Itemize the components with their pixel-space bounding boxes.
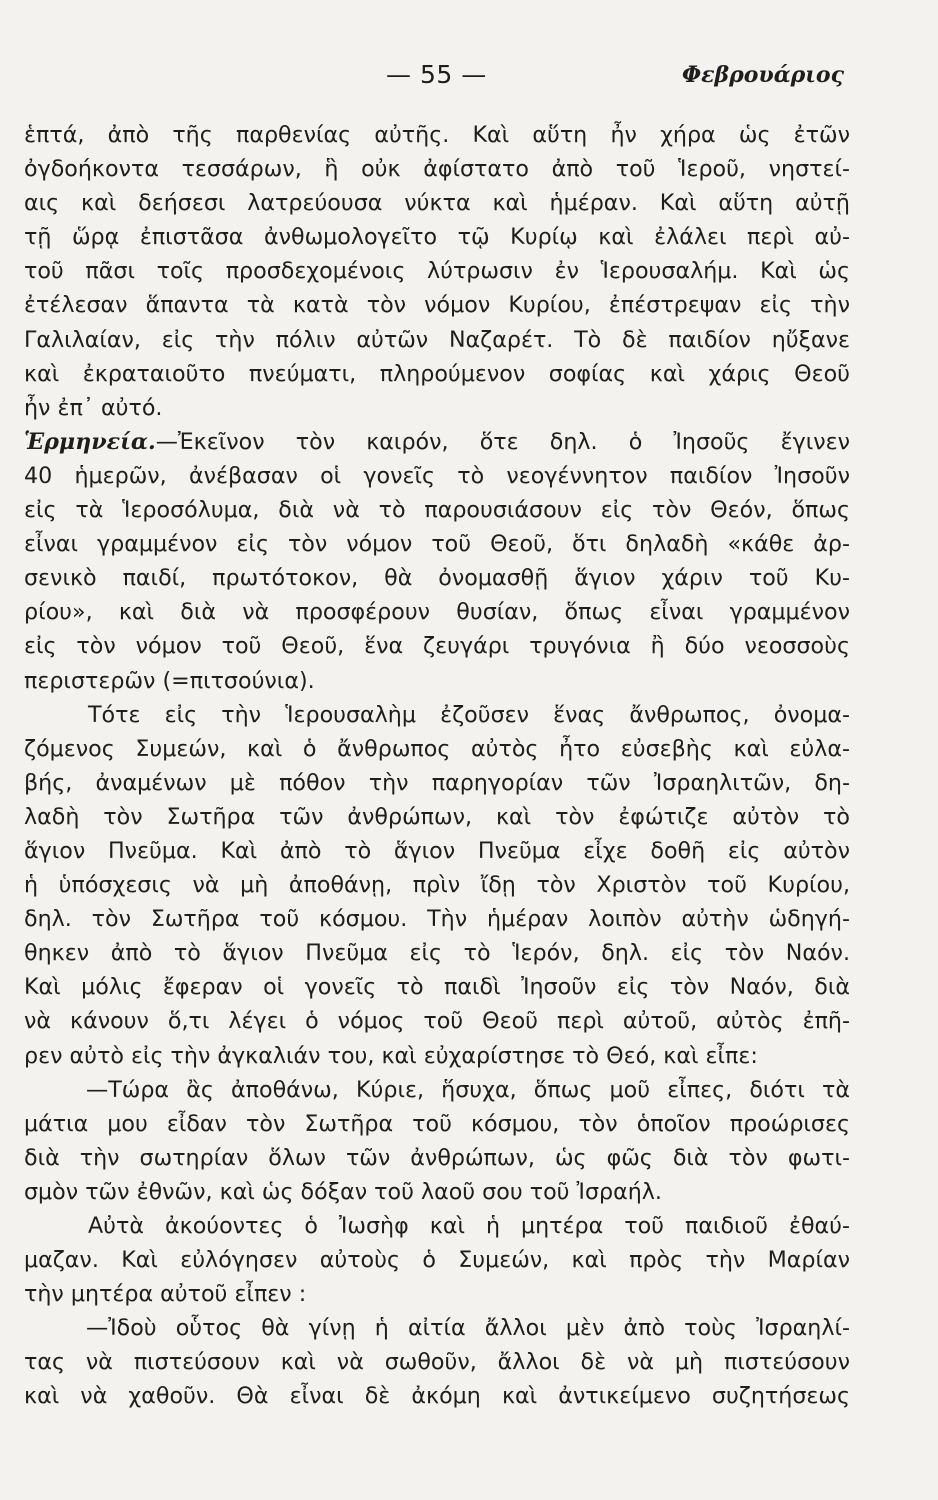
- text-line: τῇ ὥρᾳ ἐπιστᾶσα ἀνθωμολογεῖτο τῷ Κυρίῳ καὶ ἐλάλει περὶ αὐ-: [24, 224, 850, 251]
- page-header: [24, 60, 844, 100]
- text-line: Καὶ μόλις ἔφεραν οἱ γονεῖς τὸ παιδὶ Ἰησοῦν εἰς τὸν Ναόν, διὰ: [24, 974, 850, 1001]
- text-line: ἅγιον Πνεῦμα. Καὶ ἀπὸ τὸ ἅγιον Πνεῦμα εἶχε δοθῆ εἰς αὐτὸν: [24, 837, 850, 864]
- text-line: ὀγδοήκοντα τεσσάρων, ἣ οὐκ ἀφίστατο ἀπὸ τοῦ Ἱεροῦ, νηστεί-: [24, 156, 850, 183]
- text-line: θηκεν ἀπὸ τὸ ἅγιον Πνεῦμα εἰς τὸ Ἱερόν, δηλ. εἰς τὸν Ναόν.: [24, 940, 850, 967]
- text-line: εἰς τὸν νόμον τοῦ Θεοῦ, ἕνα ζευγάρι τρυγόνια ἢ δύο νεοσσοὺς: [24, 633, 850, 660]
- text-line: [24, 425, 850, 459]
- page-number: — 55 —: [386, 60, 487, 89]
- text-line: βής, ἀναμένων μὲ πόθον τὴν παρηγορίαν τῶν Ἰσραηλιτῶν, δη-: [24, 769, 850, 796]
- text-line: μάτια μου εἶδαν τὸν Σωτῆρα τοῦ κόσμου, τὸν ὁποῖον προώρισες: [24, 1110, 850, 1137]
- text-line: καὶ ἐκραταιοῦτο πνεύματι, πληρούμενον σοφίας καὶ χάρις Θεοῦ: [24, 360, 850, 387]
- text-line: ἦν ἐπ᾽ αὐτό.: [24, 394, 163, 421]
- text-line: περιστερῶν (=πιτσούνια).: [24, 667, 315, 694]
- text-line: Τότε εἰς τὴν Ἱερουσαλὴμ ἐζοῦσεν ἕνας ἄνθρωπος, ὀνομα-: [88, 701, 850, 728]
- text-line: ρεν αὐτὸ εἰς τὴν ἀγκαλιάν του, καὶ εὐχαρίστησε τὸ Θεό, καὶ εἶπε:: [24, 1042, 758, 1069]
- running-head: Φεβρουάριος: [682, 62, 844, 88]
- text-line: δηλ. τὸν Σωτῆρα τοῦ κόσμου. Τὴν ἡμέραν λοιπὸν αὐτὴν ὡδηγή-: [24, 906, 850, 933]
- text-line: εἰς τὰ Ἱεροσόλυμα, διὰ νὰ τὸ παρουσιάσουν εἰς τὸν Θεόν, ὅπως: [24, 497, 850, 524]
- text-line: καὶ νὰ χαθοῦν. Θὰ εἶναι δὲ ἀκόμη καὶ ἀντικείμενο συζητήσεως: [24, 1383, 850, 1410]
- text-line: —Τώρα ἂς ἀποθάνω, Κύριε, ἥσυχα, ὅπως μοῦ εἶπες, διότι τὰ: [86, 1076, 850, 1103]
- text-line: ρίου», καὶ διὰ νὰ προσφέρουν θυσίαν, ὅπως εἶναι γραμμένον: [24, 599, 850, 626]
- text-line: Αὐτὰ ἀκούοντες ὁ Ἰωσὴφ καὶ ἡ μητέρα τοῦ παιδιοῦ ἐθαύ-: [88, 1213, 850, 1239]
- text-line: μαζαν. Καὶ εὐλόγησεν αὐτοὺς ὁ Συμεών, καὶ πρὸς τὴν Μαρίαν: [24, 1247, 850, 1274]
- text-line: τοῦ πᾶσι τοῖς προσδεχομένοις λύτρωσιν ἐν Ἱερουσαλήμ. Καὶ ὡς: [24, 258, 850, 285]
- text-line: —Ἰδοὺ οὗτος θὰ γίνῃ ἡ αἰτία ἄλλοι μὲν ἀπὸ τοὺς Ἰσραηλί-: [86, 1315, 850, 1342]
- text-line: λαδὴ τὸν Σωτῆρα τῶν ἀνθρώπων, καὶ τὸν ἐφώτιζε αὐτὸν τὸ: [24, 803, 850, 830]
- text-line-rest: —Ἐκεῖνον τὸν καιρόν, ὅτε δηλ. ὁ Ἰησοῦς ἔγινεν: [155, 428, 850, 455]
- text-line: σμὸν τῶν ἐθνῶν, καὶ ὡς δόξαν τοῦ λαοῦ σου τοῦ Ἰσραήλ.: [24, 1178, 662, 1205]
- text-line: ζόμενος Συμεών, καὶ ὁ ἄνθρωπος αὐτὸς ἦτο εὐσεβὴς καὶ εὐλα-: [24, 735, 850, 762]
- text-line: τας νὰ πιστεύσουν καὶ νὰ σωθοῦν, ἄλλοι δὲ νὰ μὴ πιστεύσουν: [24, 1349, 850, 1376]
- text-line: διὰ τὴν σωτηρίαν ὅλων τῶν ἀνθρώπων, ὡς φῶς διὰ τὸν φωτι-: [24, 1144, 850, 1171]
- text-line: τὴν μητέρα αὐτοῦ εἶπεν :: [24, 1281, 307, 1308]
- text-line: σενικὸ παιδί, πρωτότοκον, θὰ ὀνομασθῇ ἅγιον χάριν τοῦ Κυ-: [24, 565, 850, 592]
- text-line: Γαλιλαίαν, εἰς τὴν πόλιν αὐτῶν Ναζαρέτ. Τὸ δὲ παιδίον ηὔξανε: [24, 326, 850, 353]
- text-line: ἐτέλεσαν ἅπαντα τὰ κατὰ τὸν νόμον Κυρίου, ἐπέστρεψαν εἰς τὴν: [24, 292, 850, 319]
- text-line: νὰ κάνουν ὅ,τι λέγει ὁ νόμος τοῦ Θεοῦ περὶ αὐτοῦ, αὐτὸς ἐπῆ-: [24, 1008, 850, 1035]
- text-line: 40 ἡμερῶν, ἀνέβασαν οἱ γονεῖς τὸ νεογέννητον παιδίον Ἰησοῦν: [24, 462, 850, 489]
- body-text: [24, 118, 850, 1414]
- text-line: αις καὶ δεήσεσι λατρεύουσα νύκτα καὶ ἡμέραν. Καὶ αὕτη αὐτῇ: [24, 190, 850, 217]
- text-line: ἑπτά, ἀπὸ τῆς παρθενίας αὐτῆς. Καὶ αὕτη ἦν χήρα ὡς ἐτῶν: [24, 122, 850, 148]
- section-heading: Ἑρμηνεία.: [24, 428, 156, 455]
- text-line: εἶναι γραμμένον εἰς τὸν νόμον τοῦ Θεοῦ, ὅτι δηλαδὴ «κάθε ἀρ-: [24, 531, 850, 558]
- text-line: ἡ ὑπόσχεσις νὰ μὴ ἀποθάνῃ, πρὶν ἴδῃ τὸν Χριστὸν τοῦ Κυρίου,: [24, 872, 850, 899]
